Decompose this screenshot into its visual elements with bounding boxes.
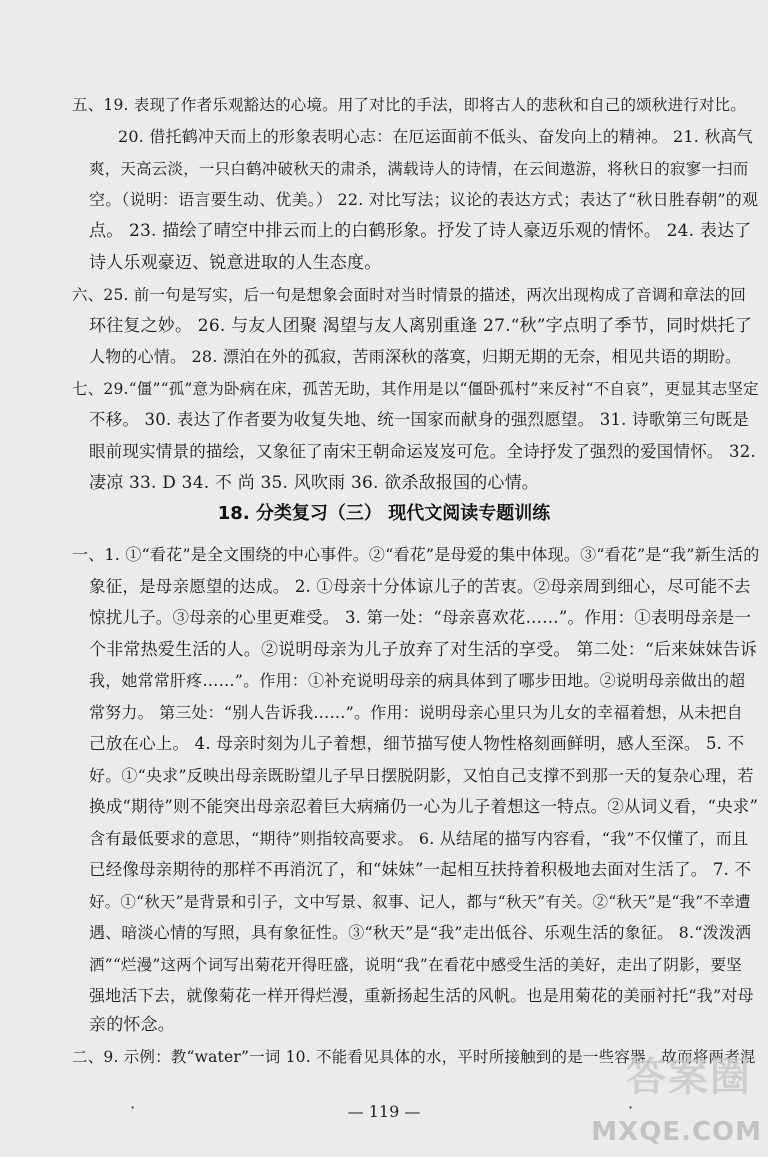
section-5-line-4: 空。（说明：语言要生动、优美。） 22. 对比写法；议论的表达方式；表达了“秋日胜春朝”的观	[89, 190, 759, 209]
section-1-line-16: 亲的怀念。	[89, 1015, 175, 1035]
section-1-line-2: 象征，是母亲愿望的达成。 2. ①母亲十分体谅儿子的苦衷。②母亲周到细心，尽可能不去	[89, 577, 751, 596]
section-1-line-14: 洒”“烂漫”这两个词写出菊花开得旺盛，说明“我”在看花中感受生活的美好，走出了阴影，要坚	[89, 956, 742, 974]
section-1-line-11: 已经像母亲期待的那样不再消沉了，和“妹妹”一起相互扶持着积极地去面对生活了。 7. 不	[89, 860, 752, 879]
watermark-top-text: 答案圈	[626, 1054, 752, 1100]
section-6-line-2: 环往复之妙。 26. 与友人团聚 渴望与友人离别重逢 27.“秋”字点明了季节，同时烘托了	[89, 316, 753, 336]
section-5-line-1: 五、19. 表现了作者乐观豁达的心境。用了对比的手法，即将古人的悲秋和自己的颂秋进行对比。	[72, 96, 747, 114]
section-1-line-6: 常努力。 第三处：“别人告诉我……”。作用：说明母亲心里只为儿女的幸福着想，从未把自	[89, 703, 743, 722]
section-1-line-9: 换成“期待”则不能突出母亲忍着巨大病痛仍一心为儿子着想这一特点。②从词义看，“央求”	[89, 797, 759, 816]
section-1-line-15: 强地活下去，就像菊花一样开得烂漫，重新扬起生活的风帆。也是用菊花的美丽衬托“我”对母	[89, 986, 754, 1005]
section-7-line-3: 眼前现实情景的描绘，又象征了南宋王朝命运岌岌可危。全诗抒发了强烈的爱国情怀。 32.	[89, 442, 756, 461]
section-heading: 18. 分类复习（三） 现代文阅读专题训练	[217, 503, 551, 524]
section-1-line-12: 好。①“秋天”是背景和引子，文中写景、叙事、记人，都与“秋天”有关。②“秋天”是“我”不幸遭	[89, 893, 751, 911]
section-1-line-7: 己放在心上。 4. 母亲时刻为儿子着想，细节描写使人物性格刻画鲜明，感人至深。 5. 不	[89, 734, 745, 753]
section-1-line-13: 遇、暗淡心情的写照，具有象征性。③“秋天”是“我”走出低谷、乐观生活的象征。 8.“泼泼洒	[89, 923, 752, 942]
section-1-line-3: 惊扰儿子。③母亲的心里更难受。 3. 第一处：“母亲喜欢花……”。作用：①表明母亲是一	[89, 608, 752, 627]
section-5-line-5: 点。 23. 描绘了晴空中排云而上的白鹤形象。抒发了诗人豪迈乐观的情怀。 24. 表达了	[89, 221, 752, 241]
section-5-line-2: 20. 借托鹤冲天而上的形象表明心志：在厄运面前不低头、奋发向上的精神。 21. 秋高气	[118, 127, 753, 146]
section-1-line-4: 个非常热爱生活的人。②说明母亲为儿子放弃了对生活的享受。 第二处：“后来妹妹告诉	[89, 640, 758, 660]
section-5-line-3: 爽，天高云淡，一只白鹤冲破秋天的肃杀，满载诗人的诗情，在云间遨游，将秋日的寂寥一扫而	[89, 160, 749, 178]
section-6-line-1: 六、25. 前一句是写实，后一句是想象会面时对当时情景的描述，两次出现构成了音调和章法的回	[72, 286, 747, 304]
section-5-line-6: 诗人乐观豪迈、锐意进取的人生态度。	[89, 253, 382, 273]
speck-mark: ·	[130, 1098, 136, 1117]
section-1-line-1: 一、1. ①“看花”是全文围绕的中心事件。②“看花”是母爱的集中体现。③“看花”是“我”新生活的	[72, 545, 760, 564]
section-7-line-1: 七、29.“僵”“孤”意为卧病在床，孤苦无助，其作用是以“僵卧孤村”来反衬“不自哀”，更显其志坚定	[72, 380, 759, 398]
section-1-line-5: 我，她常常肝疼……”。作用：①补充说明母亲的病具体到了哪步田地。②说明母亲做出的超	[89, 671, 746, 690]
section-6-line-3: 人物的心情。 28. 漂泊在外的孤寂，苦雨深秋的落寞，归期无期的无奈，相见共语的期盼。	[89, 347, 742, 366]
section-1-line-10: 含有最低要求的意思，“期待”则指较高要求。 6. 从结尾的描写内容看，“我”不仅懂了，而且	[89, 829, 749, 848]
section-7-line-2: 不移。 30. 表达了作者要为收复失地、统一国家而献身的强烈愿望。 31. 诗歌第三句既是	[89, 410, 749, 429]
speck-mark: ·	[628, 1098, 634, 1117]
section-2-line-1: 二、9. 示例：教“water”一词 10. 不能看见具体的水，平时所接触到的是一些容器，故而将两者混	[72, 1048, 756, 1066]
watermark-logo	[591, 1053, 762, 1153]
watermark-bottom-text: MXQE.COM	[591, 1117, 762, 1147]
page-number: — 119 —	[347, 1102, 421, 1121]
section-7-line-4: 凄凉 33. D 34. 不 尚 35. 风吹雨 36. 欲杀敌报国的心情。	[89, 473, 540, 493]
section-1-line-8: 好。①“央求”反映出母亲既盼望儿子早日摆脱阴影，又怕自己支撑不到那一天的复杂心理，若	[89, 766, 754, 785]
